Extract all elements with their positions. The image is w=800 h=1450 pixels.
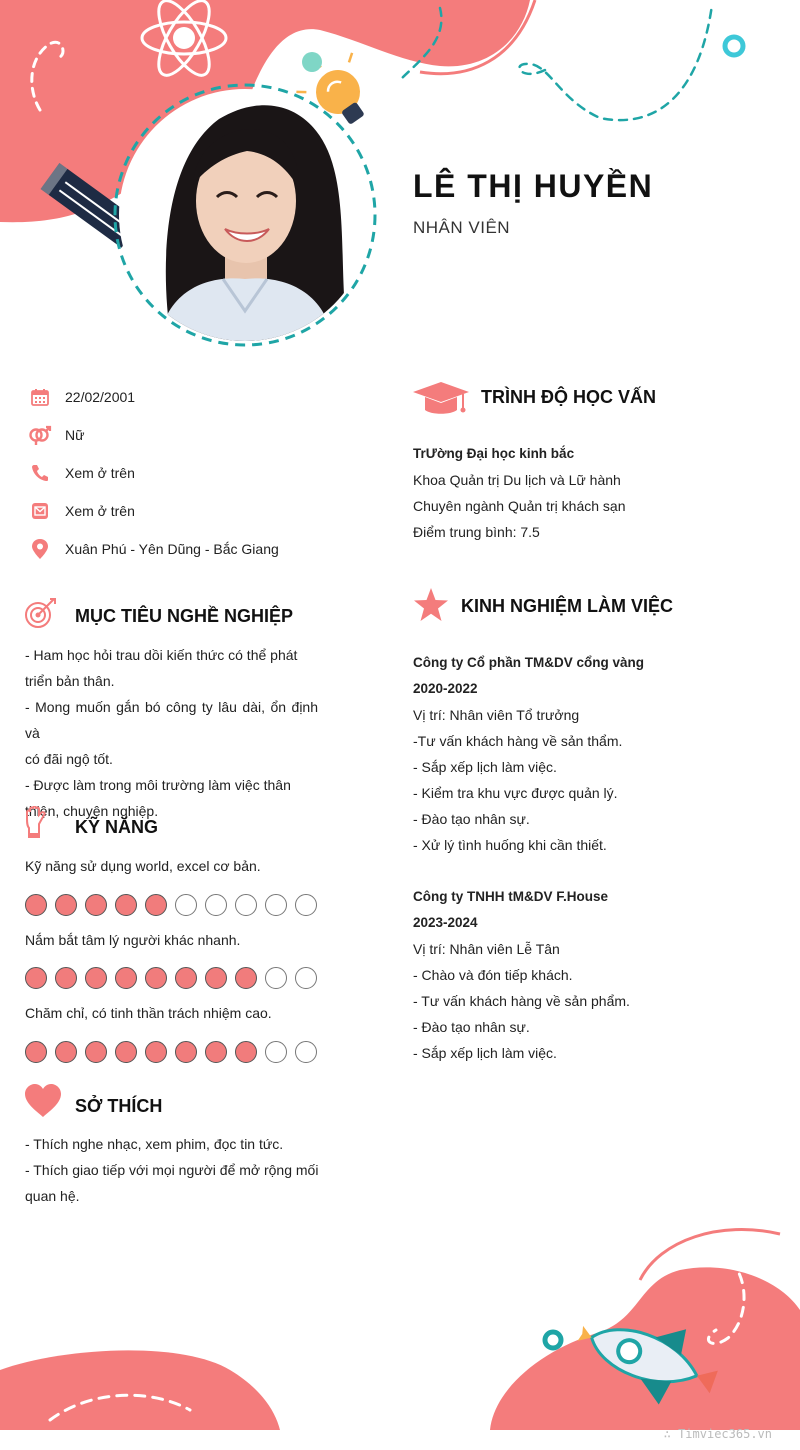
rating-dot-filled	[115, 1041, 137, 1063]
job-line: - Sắp xếp lịch làm việc.	[413, 759, 557, 775]
hobby-line: - Thích giao tiếp với mọi người để mở rộng mối	[25, 1162, 319, 1178]
address-text: Xuân Phú - Yên Dũng - Bắc Giang	[65, 541, 279, 557]
experience-title: KINH NGHIỆM LÀM VIỆC	[461, 596, 674, 616]
footer-decoration	[0, 1220, 800, 1430]
mail-icon	[28, 500, 52, 522]
graduation-cap-icon	[413, 380, 469, 421]
teal-ring-small	[545, 1332, 561, 1348]
rating-dot-empty	[205, 894, 227, 916]
watermark: ∴ Timviec365.vn	[663, 1427, 772, 1441]
contact-phone	[28, 460, 358, 486]
rating-dot-empty	[295, 894, 317, 916]
hobby-line: quan hệ.	[25, 1188, 80, 1204]
gender-icon	[28, 424, 52, 446]
job-line: - Chào và đón tiếp khách.	[413, 967, 573, 983]
avatar	[112, 82, 378, 348]
phone-icon	[28, 462, 52, 484]
skill-label: Chăm chỉ, có tinh thần trách nhiệm cao.	[25, 1005, 272, 1021]
education-line: Điểm trung bình: 7.5	[413, 524, 540, 540]
job-line: - Đào tạo nhân sự.	[413, 1019, 530, 1035]
gender-text: Nữ	[65, 427, 85, 443]
job-line: - Đào tạo nhân sự.	[413, 811, 530, 827]
rating-dot-filled	[205, 967, 227, 989]
hand-icon	[24, 806, 48, 843]
rating-dot-filled	[55, 967, 77, 989]
objective-text	[25, 642, 318, 824]
contact-email	[28, 498, 358, 524]
person-role: NHÂN VIÊN	[413, 218, 511, 237]
teal-ring	[725, 37, 743, 55]
rating-dot-filled	[115, 967, 137, 989]
job-line: Vị trí: Nhân viên Lễ Tân	[413, 941, 560, 957]
birthday-text: 22/02/2001	[65, 389, 136, 405]
star-icon	[413, 588, 449, 627]
rating-dot-filled	[175, 1041, 197, 1063]
objective-line: - Ham học hỏi trau dồi kiến thức có thể phát	[25, 647, 298, 663]
objective-line: - Mong muốn gắn bó công ty lâu dài, ổn định và	[25, 699, 318, 741]
contact-birthday	[28, 384, 358, 410]
heart-icon	[24, 1084, 62, 1123]
skills-title: KỸ NĂNG	[75, 817, 159, 837]
job-line: - Sắp xếp lịch làm việc.	[413, 1045, 557, 1061]
job-period: 2023-2024	[413, 915, 478, 930]
rating-dot-filled	[235, 1041, 257, 1063]
job-company: Công ty Cổ phần TM&DV cổng vàng	[413, 655, 644, 670]
job-line: - Kiểm tra khu vực được quản lý.	[413, 785, 618, 801]
rating-dot-empty	[295, 967, 317, 989]
rating-dot-filled	[85, 894, 107, 916]
job-line: - Xử lý tình huống khi cần thiết.	[413, 837, 607, 853]
rating-dot-empty	[235, 894, 257, 916]
person-name: LÊ THỊ HUYỀN	[413, 168, 654, 204]
rating-dot-filled	[25, 894, 47, 916]
contact-address	[28, 536, 358, 562]
skill-rating	[25, 967, 317, 989]
objective-line: - Được làm trong môi trường làm việc thân	[25, 777, 291, 793]
skill-rating	[25, 1041, 317, 1063]
job-period: 2020-2022	[413, 681, 478, 696]
rating-dot-filled	[85, 967, 107, 989]
rating-dot-filled	[235, 967, 257, 989]
hobby-line: - Thích nghe nhạc, xem phim, đọc tin tức.	[25, 1136, 284, 1152]
coral-blob-left	[0, 1350, 280, 1430]
email-text: Xem ở trên	[65, 503, 135, 519]
objective-title: MỤC TIÊU NGHỀ NGHIỆP	[75, 606, 294, 626]
skill-label: Kỹ năng sử dụng world, excel cơ bản.	[25, 858, 261, 874]
rating-dot-filled	[85, 1041, 107, 1063]
rating-dot-filled	[145, 894, 167, 916]
rating-dot-filled	[175, 967, 197, 989]
contact-gender	[28, 422, 358, 448]
job-line: - Tư vấn khách hàng về sản phẩm.	[413, 993, 630, 1009]
objective-line: có đãi ngộ tốt.	[25, 751, 113, 767]
rating-dot-empty	[175, 894, 197, 916]
rating-dot-filled	[55, 894, 77, 916]
location-icon	[28, 538, 52, 560]
job-entry	[413, 884, 753, 1066]
job-line: -Tư vấn khách hàng về sản thẩm.	[413, 733, 623, 749]
rating-dot-filled	[145, 1041, 167, 1063]
rating-dot-filled	[25, 967, 47, 989]
skill-label: Nắm bắt tâm lý người khác nhanh.	[25, 932, 241, 948]
rating-dot-filled	[205, 1041, 227, 1063]
education-title: TRÌNH ĐỘ HỌC VẤN	[481, 387, 656, 407]
rating-dot-filled	[145, 967, 167, 989]
rating-dot-filled	[115, 894, 137, 916]
rating-dot-filled	[55, 1041, 77, 1063]
profile-photo	[119, 89, 371, 341]
rating-dot-filled	[25, 1041, 47, 1063]
job-company: Công ty TNHH tM&DV F.House	[413, 889, 608, 904]
school-name: TrƯờng Đại học kinh bắc	[413, 446, 575, 461]
target-icon	[24, 596, 58, 635]
job-entry	[413, 650, 753, 858]
rating-dot-empty	[265, 967, 287, 989]
hobbies-text	[25, 1131, 325, 1209]
education-line: Khoa Quản trị Du lịch và Lữ hành	[413, 472, 621, 488]
hobbies-title: SỞ THÍCH	[75, 1096, 163, 1116]
rating-dot-empty	[265, 894, 287, 916]
phone-text: Xem ở trên	[65, 465, 135, 481]
skill-rating	[25, 894, 317, 916]
education-line: Chuyên ngành Quản trị khách sạn	[413, 498, 626, 514]
objective-line: thiện, chuyên nghiệp.	[25, 803, 159, 819]
calendar-icon	[28, 386, 52, 408]
job-line: Vị trí: Nhân viên Tổ trưởng	[413, 707, 580, 723]
rating-dot-empty	[295, 1041, 317, 1063]
objective-line: triển bản thân.	[25, 673, 115, 689]
rating-dot-empty	[265, 1041, 287, 1063]
education-block	[413, 441, 753, 545]
